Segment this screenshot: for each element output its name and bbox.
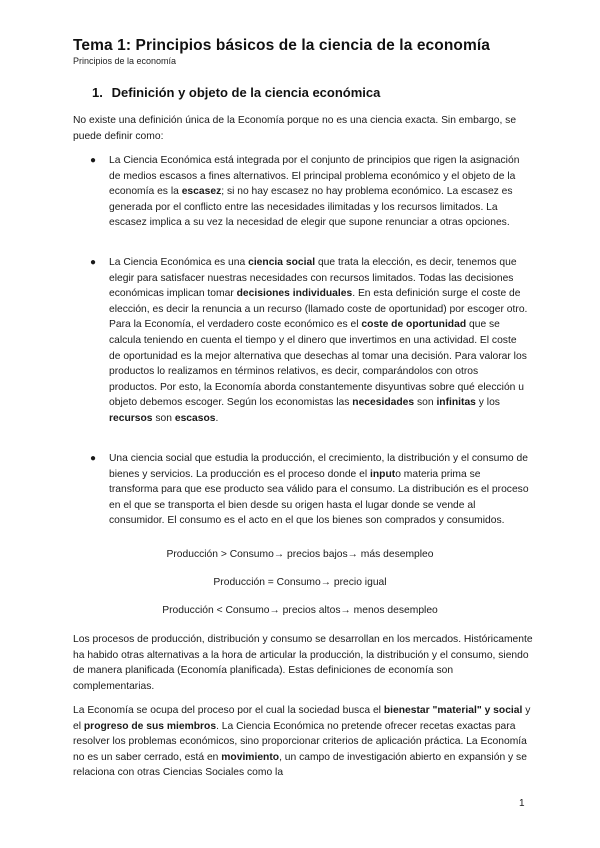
document-title: Tema 1: Principios básicos de la ciencia de la economía <box>73 37 490 54</box>
section-number: 1. <box>92 85 103 100</box>
list-item: ● La Ciencia Económica está integrada por el conjunto de principios que rigen la asignación de medios escasos a fines alternativos. El principal problema económico y el objeto de la economía es la escasez; si no hay escasez no hay problema económico. La escasez es generada por el conflicto entre las necesidades ilimitadas y los recursos limitados. La escasez implica a su vez la necesidad de elegir que supone renunciar a otras opciones. <box>90 155 520 229</box>
keyword: ciencia social <box>248 257 316 268</box>
markets-paragraph: Los procesos de producción, distribución y consumo se desarrollan en los mercados. Históricamente ha habido otras alternativas a la hora de articular la producción, la distribución y el consumo, siendo de manera planificada (Economía planificada). Estas definiciones de economía son complementarias. <box>73 634 533 692</box>
bullet-icon: ● <box>90 453 97 464</box>
intro-paragraph: No existe una definición única de la Economía porque no es una ciencia exacta. Sin embargo, se puede definir como: <box>73 115 517 142</box>
bullet-icon: ● <box>90 155 97 166</box>
keyword: coste de oportunidad <box>361 319 467 331</box>
keyword: progreso de sus miembros <box>83 720 217 732</box>
keyword: decisiones individuales <box>236 288 353 300</box>
keyword: escasez <box>181 186 222 198</box>
keyword: movimiento <box>221 751 280 763</box>
keyword: input <box>370 468 396 480</box>
keyword: escasos <box>174 412 216 424</box>
keyword: infinitas <box>436 397 476 409</box>
page-number: 1 <box>519 798 525 809</box>
final-paragraph: La Economía se ocupa del proceso por el cual la sociedad busca el bienestar "material" y social y el progreso de sus miembros. La Ciencia Económica no pretende ofrecer recetas exactas para resolver los problemas económicos, sino proporcionar criterios de aplicación práctica. La Economía no es un saber cerrado, está en movimiento, un campo de investigación abierto en expansión y se relaciona con otras Ciencias Sociales como la <box>73 705 531 779</box>
document-subtitle: Principios de la economía <box>73 56 177 66</box>
section-heading <box>92 85 380 100</box>
list-item: ● Una ciencia social que estudia la producción, el crecimiento, la distribución y el consumo de bienes y servicios. La producción es el proceso donde el inputo materia prima se transforma para que ese producto sea válido para el consumo. La distribución es el proceso en el que se transporta el bien desde su origen hasta el lugar donde se vende al consumidor. El consumo es el acto en el que los bienes son comprados y consumidos. <box>90 453 529 527</box>
keyword: recursos <box>109 412 153 424</box>
formula-line: Producción = Consumo→ precio igual <box>213 577 387 588</box>
bullet-icon: ● <box>90 257 97 268</box>
keyword: necesidades <box>352 397 415 409</box>
formula-line: Producción < Consumo→ precios altos→ menos desempleo <box>162 605 438 616</box>
formula-line: Producción > Consumo→ precios bajos→ más desempleo <box>166 549 434 560</box>
keyword: bienestar "material" y social <box>383 705 523 716</box>
list-item: ● La Ciencia Económica es una ciencia social que trata la elección, es decir, tenemos que elegir para satisfacer nuestras necesidades con recursos limitados. Todas las decisiones económicas implican tomar decisiones individuales. En esta definición surge el coste de elección, es decir la renuncia a un recurso (llamado coste de oportunidad) por escoger otro. Para la Economía, el verdadero coste económico es el coste de oportunidad que se calcula teniendo en cuenta el tiempo y el dinero que invertimos en una actividad. El coste de oportunidad es la mejor alternativa que desechas al tomar una decisión. Para valorar los productos lo realizamos en términos relativos, es decir, comparándolos con otros productos. Por esto, la Economía aborda constantemente disyuntivas sobre qué elección u objeto debemos escoger. Según los economistas las necesidades son infinitas y los recursos son escasos. <box>90 257 528 424</box>
section-title: Definición y objeto de la ciencia económica <box>111 85 381 100</box>
